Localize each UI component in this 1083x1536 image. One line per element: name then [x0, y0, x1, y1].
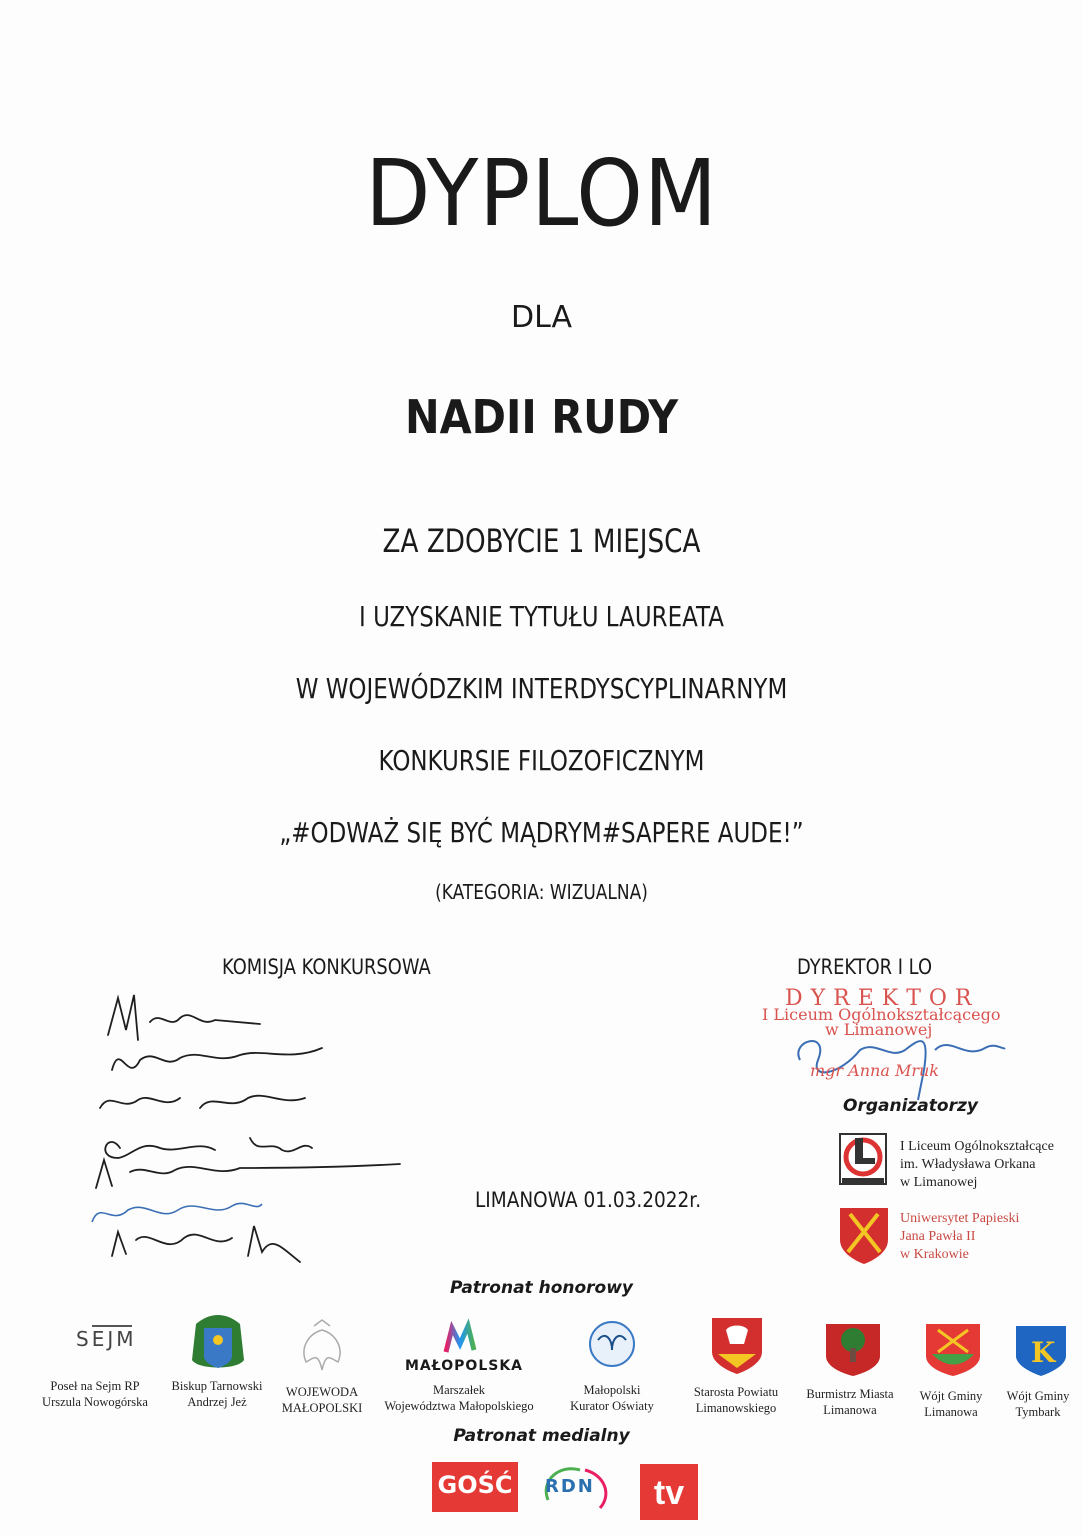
award-line-1: ZA ZDOBYCIE 1 MIEJSCA: [382, 522, 701, 560]
kuratorium-icon: [590, 1322, 634, 1366]
director-label: DYREKTOR I LO: [797, 955, 933, 979]
award-line-2: I UZYSKANIE TYTUŁU LAUREATA: [359, 600, 724, 633]
patron-voivode: WOJEWODA MAŁOPOLSKI: [281, 1385, 363, 1415]
patron-wojt-tymbark: Wójt Gminy Tymbark: [1006, 1389, 1070, 1419]
stamp-school-line-1: I Liceum Ogólnokształcącego: [762, 1005, 1001, 1024]
tymbark-coat-of-arms-icon: [1016, 1326, 1066, 1376]
malopolska-logo: [446, 1326, 474, 1352]
patron-kurator: Małopolski Kurator Oświaty: [570, 1383, 654, 1413]
polish-eagle-icon: [304, 1320, 340, 1370]
award-line-4: KONKURSIE FILOZOFICZNYM: [378, 744, 705, 777]
tv-logo-text: tv: [653, 1474, 685, 1512]
committee-signatures: [96, 995, 400, 1262]
sejm-logo: [76, 1326, 137, 1351]
honorary-patronage-label: Patronat honorowy: [449, 1278, 634, 1298]
rdn-logo-text: RDN: [545, 1476, 595, 1497]
organizers-label: Organizatorzy: [843, 1096, 978, 1116]
lo-limanowa-logo: [840, 1134, 886, 1184]
gmina-limanowa-coat-of-arms-icon: [926, 1324, 980, 1376]
diploma-title: DYPLOM: [365, 140, 718, 247]
gosc-logo-text: GOŚĆ: [437, 1471, 513, 1499]
patron-bishop: Biskup Tarnowski Andrzej Jeż: [171, 1379, 263, 1409]
svg-text:K: K: [1031, 1336, 1056, 1369]
upjp2-coat-of-arms-icon: [840, 1208, 888, 1264]
organizer-lo-limanowa: I Liceum Ogólnokształcące im. Władysława Orkana w Limanowej: [900, 1139, 1054, 1190]
category-label: (KATEGORIA: WIZUALNA): [435, 880, 648, 904]
stamp-title: DYREKTOR: [785, 986, 980, 1011]
bishop-coat-of-arms-icon: [192, 1315, 244, 1368]
competition-motto: „#ODWAŻ SIĘ BYĆ MĄDRYM#SAPERE AUDE!”: [279, 816, 804, 849]
media-patronage-label: Patronat medialny: [453, 1426, 630, 1446]
patron-marshal: Marszałek Województwa Małopolskiego: [384, 1383, 534, 1413]
award-line-3: W WOJEWÓDZKIM INTERDYSCYPLINARNYM: [295, 672, 788, 705]
patron-wojt-limanowa: Wójt Gminy Limanowa: [919, 1389, 983, 1419]
powiat-coat-of-arms-icon: [712, 1318, 762, 1374]
place-and-date: LIMANOWA 01.03.2022r.: [475, 1188, 702, 1212]
for-label: DLA: [510, 300, 573, 335]
stamp-school-line-2: w Limanowej: [825, 1020, 933, 1039]
blue-committee-signature: [92, 1203, 262, 1222]
organizer-upjp2: Uniwersytet Papieski Jana Pawła II w Krakowie: [900, 1211, 1020, 1262]
patron-starosta: Starosta Powiatu Limanowskiego: [693, 1385, 779, 1415]
patron-sejm: Poseł na Sejm RP Urszula Nowogórska: [42, 1379, 148, 1409]
stamp-name: mgr Anna Mruk: [810, 1061, 939, 1080]
limanowa-coat-of-arms-icon: [826, 1324, 880, 1376]
patron-mayor: Burmistrz Miasta Limanowa: [806, 1387, 894, 1417]
recipient-name: NADII RUDY: [404, 390, 679, 444]
committee-label: KOMISJA KONKURSOWA: [222, 955, 431, 979]
malopolska-wordmark: MAŁOPOLSKA: [405, 1358, 524, 1374]
svg-text:SEJM: SEJM: [76, 1327, 137, 1351]
